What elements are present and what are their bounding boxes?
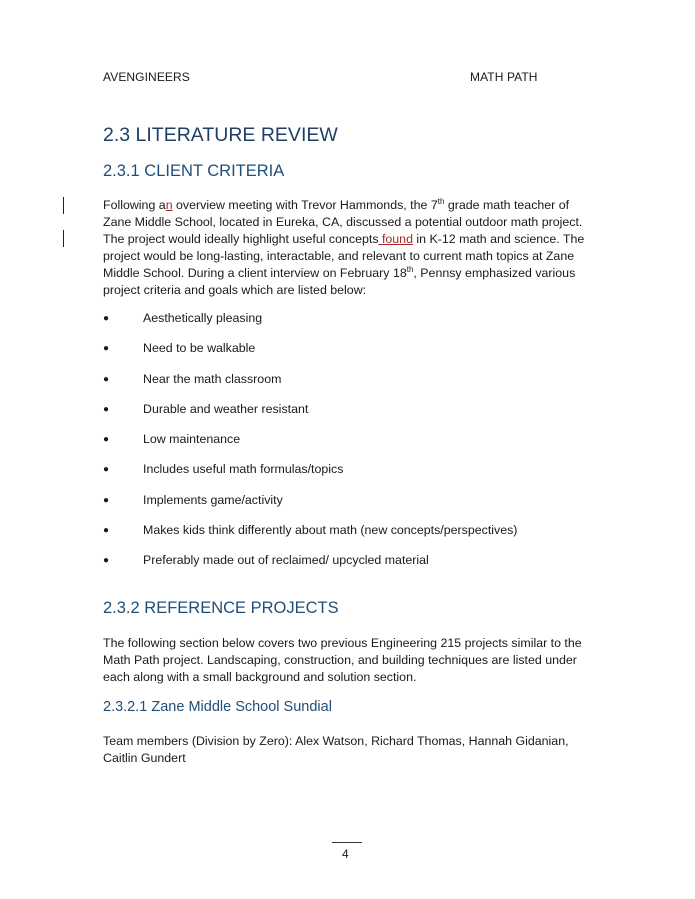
text-run: grade math teacher of <box>444 198 570 212</box>
client-criteria-heading: 2.3.1 CLIENT CRITERIA <box>103 162 285 180</box>
reference-projects-heading: 2.3.2 REFERENCE PROJECTS <box>103 599 339 617</box>
bullet-icon: ● <box>103 464 110 476</box>
list-item <box>103 310 517 340</box>
bullet-icon: ● <box>103 343 110 355</box>
list-item <box>103 552 517 582</box>
bullet-icon: ● <box>103 494 110 506</box>
paragraph-line <box>103 265 598 282</box>
paragraph-line: each along with a small background and solution section. <box>103 670 417 684</box>
text-run: Following a <box>103 198 166 212</box>
list-item <box>103 371 517 401</box>
running-header-left: AVENGINEERS <box>103 70 190 84</box>
team-members-paragraph <box>103 733 598 767</box>
tracked-insertion: n <box>165 198 173 212</box>
sundial-subsection-heading: 2.3.2.1 Zane Middle School Sundial <box>103 699 332 715</box>
list-item-text: Implements game/activity <box>143 492 283 507</box>
paragraph-line <box>103 197 598 214</box>
list-item-text: Preferably made out of reclaimed/ upcycled material <box>143 553 429 568</box>
list-item <box>103 431 517 461</box>
list-item <box>103 522 517 552</box>
bullet-icon: ● <box>103 313 110 324</box>
list-item-text: Includes useful math formulas/topics <box>143 462 344 477</box>
text-run: , Pennsy emphasized various <box>413 266 576 280</box>
paragraph-line: Team members (Division by Zero): Alex Watson, Richard Thomas, Hannah Gidanian, <box>103 734 569 748</box>
list-item <box>103 492 517 522</box>
list-item-text: Durable and weather resistant <box>143 401 309 416</box>
criteria-list <box>103 310 517 583</box>
revision-change-bar <box>63 230 64 247</box>
list-item-text: Aesthetically pleasing <box>143 311 263 325</box>
superscript: th <box>406 265 414 274</box>
superscript: th <box>437 197 445 206</box>
paragraph-line: project criteria and goals which are listed below: <box>103 283 367 297</box>
page-number: 4 <box>342 847 349 861</box>
running-header-right: MATH PATH <box>470 70 538 84</box>
footer-rule <box>332 842 362 843</box>
paragraph-line: Caitlin Gundert <box>103 751 186 765</box>
section-title: 2.3 LITERATURE REVIEW <box>103 124 338 146</box>
bullet-icon: ● <box>103 525 110 537</box>
paragraph-line: Math Path project. Landscaping, construction, and building techniques are listed under <box>103 653 577 667</box>
revision-change-bar <box>63 197 64 214</box>
client-criteria-paragraph <box>103 197 598 299</box>
list-item <box>103 340 517 370</box>
text-run: overview meeting with Trevor Hammonds, the 7 <box>172 198 438 212</box>
paragraph-line: Zane Middle School, located in Eureka, CA, discussed a potential outdoor math project. <box>103 215 583 229</box>
text-run: Middle School. During a client interview on February 18 <box>103 266 407 280</box>
paragraph-line: project would be long-lasting, interactable, and relevant to current math topics at Zane <box>103 249 575 263</box>
list-item <box>103 461 517 491</box>
list-item-text: Near the math classroom <box>143 371 282 386</box>
bullet-icon: ● <box>103 434 110 446</box>
reference-projects-paragraph <box>103 635 598 686</box>
list-item-text: Need to be walkable <box>143 341 256 356</box>
bullet-icon: ● <box>103 555 110 567</box>
paragraph-line: The following section below covers two previous Engineering 215 projects similar to the <box>103 636 582 650</box>
paragraph-line <box>103 231 598 248</box>
list-item-text: Low maintenance <box>143 432 241 447</box>
bullet-icon: ● <box>103 373 110 385</box>
tracked-insertion: found <box>378 232 413 246</box>
list-item-text: Makes kids think differently about math (new concepts/perspectives) <box>143 523 518 538</box>
list-item <box>103 401 517 431</box>
text-run: The project would ideally highlight useful concepts <box>103 232 379 246</box>
bullet-icon: ● <box>103 403 110 415</box>
text-run: in K-12 math and science. The <box>412 232 585 246</box>
